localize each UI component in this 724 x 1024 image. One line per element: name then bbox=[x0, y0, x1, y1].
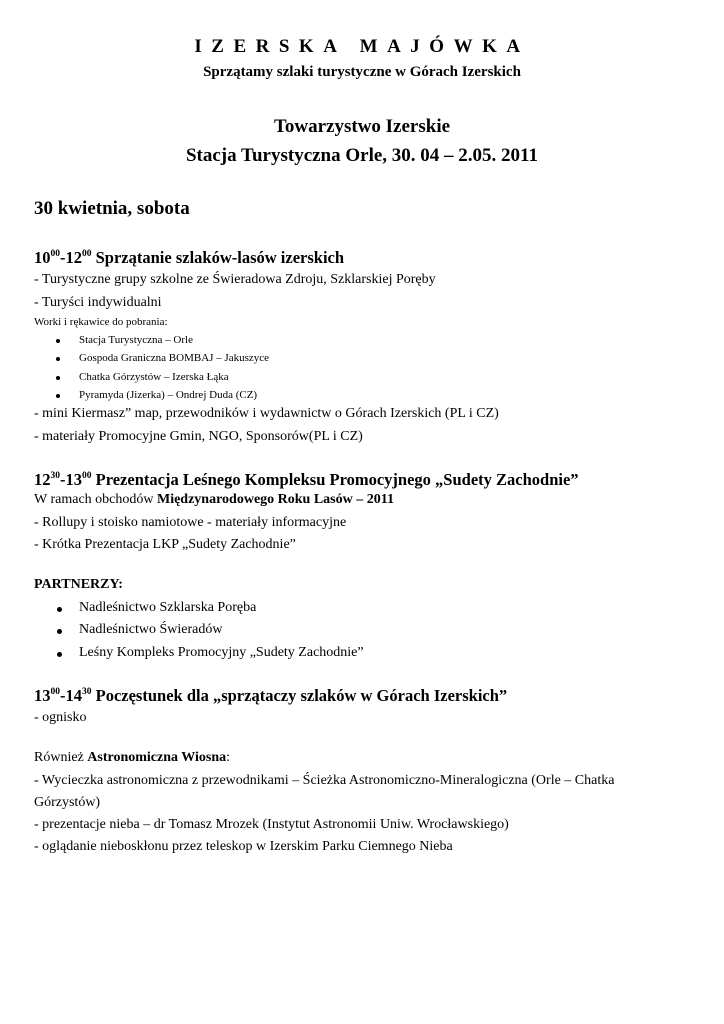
intro-prefix: W ramach obchodów bbox=[34, 492, 157, 507]
intro-bold: Międzynarodowego Roku Lasów – 2011 bbox=[156, 492, 394, 507]
section-title: Prezentacja Leśnego Kompleksu Promocyjnego „Sudety Zachodnie” bbox=[91, 470, 579, 489]
pickup-point: Gospoda Graniczna BOMBAJ – Jakuszyce bbox=[79, 352, 270, 364]
promo-materials-note: - materiały Promocyjne Gmin, NGO, Sponsorów(PL i CZ) bbox=[34, 429, 363, 444]
day-heading: 30 kwietnia, sobota bbox=[34, 198, 190, 219]
time-end-minutes: 00 bbox=[82, 248, 92, 259]
time-end-minutes: 00 bbox=[82, 470, 92, 481]
document-subtitle: Sprzątamy szlaki turystyczne w Górach Izerskich bbox=[203, 64, 521, 80]
time-start-hour: 10 bbox=[34, 248, 51, 267]
telescope-viewing-note: - oglądanie nieboskłonu przez teleskop w Izerskim Parku Ciemnego Nieba bbox=[34, 839, 453, 854]
time-start-minutes: 00 bbox=[50, 686, 60, 697]
astro-bold: Astronomiczna Wiosna bbox=[87, 750, 227, 765]
section-title: Poczęstunek dla „sprzątaczy szlaków w Górach Izerskich” bbox=[91, 686, 508, 705]
astro-prefix: Również bbox=[34, 750, 88, 765]
astronomy-intro bbox=[34, 750, 230, 766]
bonfire-note: - ognisko bbox=[34, 710, 87, 725]
pickup-label: Worki i rękawice do pobrania: bbox=[34, 316, 168, 328]
astro-trip-line1: - Wycieczka astronomiczna z przewodnikami – Ścieżka Astronomiczno-Mineralogiczna (Orle – Chatka bbox=[34, 773, 615, 788]
time-dash: - bbox=[60, 248, 66, 267]
sky-presentation-note: - prezentacje nieba – dr Tomasz Mrozek (Instytut Astronomii Uniw. Wrocławskiego) bbox=[34, 817, 509, 832]
section-cleanup-heading bbox=[34, 248, 344, 268]
organizer-name: Towarzystwo Izerskie bbox=[273, 116, 451, 137]
time-end-hour: 13 bbox=[65, 470, 82, 489]
time-dash: - bbox=[60, 686, 66, 705]
time-start-hour: 13 bbox=[34, 686, 51, 705]
astro-trip-line2: Górzystów) bbox=[34, 795, 101, 810]
pickup-point: Chatka Górzystów – Izerska Łąka bbox=[79, 371, 229, 383]
venue-and-dates: Stacja Turystyczna Orle, 30. 04 – 2.05. 2011 bbox=[185, 145, 539, 166]
pickup-point: Stacja Turystyczna – Orle bbox=[79, 334, 193, 346]
astro-suffix: : bbox=[226, 750, 231, 765]
section-refreshments-heading bbox=[34, 686, 507, 706]
partner-item: Nadleśnictwo Świeradów bbox=[79, 622, 223, 637]
partner-item: Leśny Kompleks Promocyjny „Sudety Zachodnie” bbox=[79, 645, 364, 660]
document-title: IZERSKA MAJÓWKA bbox=[194, 36, 530, 57]
section-presentation-heading bbox=[34, 470, 579, 490]
presentation-intro bbox=[34, 492, 394, 508]
pickup-point: Pyramyda (Jizerka) – Ondrej Duda (CZ) bbox=[79, 389, 258, 401]
section-title: Sprzątanie szlaków-lasów izerskich bbox=[91, 248, 345, 267]
time-end-hour: 12 bbox=[65, 248, 82, 267]
time-dash: - bbox=[60, 470, 66, 489]
rollups-note: - Rollupy i stoisko namiotowe - materiały informacyjne bbox=[34, 515, 347, 530]
time-start-minutes: 00 bbox=[50, 248, 60, 259]
time-start-minutes: 30 bbox=[50, 470, 60, 481]
participants-school-groups: - Turystyczne grupy szkolne ze Świeradowa Zdroju, Szklarskiej Poręby bbox=[34, 272, 436, 287]
lkp-presentation-note: - Krótka Prezentacja LKP „Sudety Zachodnie” bbox=[34, 537, 296, 552]
time-start-hour: 12 bbox=[34, 470, 51, 489]
participants-individuals: - Turyści indywidualni bbox=[34, 295, 162, 310]
partners-label: PARTNERZY: bbox=[34, 577, 123, 592]
fair-note: - mini Kiermasz” map, przewodników i wydawnictw o Górach Izerskich (PL i CZ) bbox=[34, 406, 499, 421]
time-end-minutes: 30 bbox=[82, 686, 92, 697]
partner-item: Nadleśnictwo Szklarska Poręba bbox=[79, 600, 257, 615]
time-end-hour: 14 bbox=[65, 686, 82, 705]
